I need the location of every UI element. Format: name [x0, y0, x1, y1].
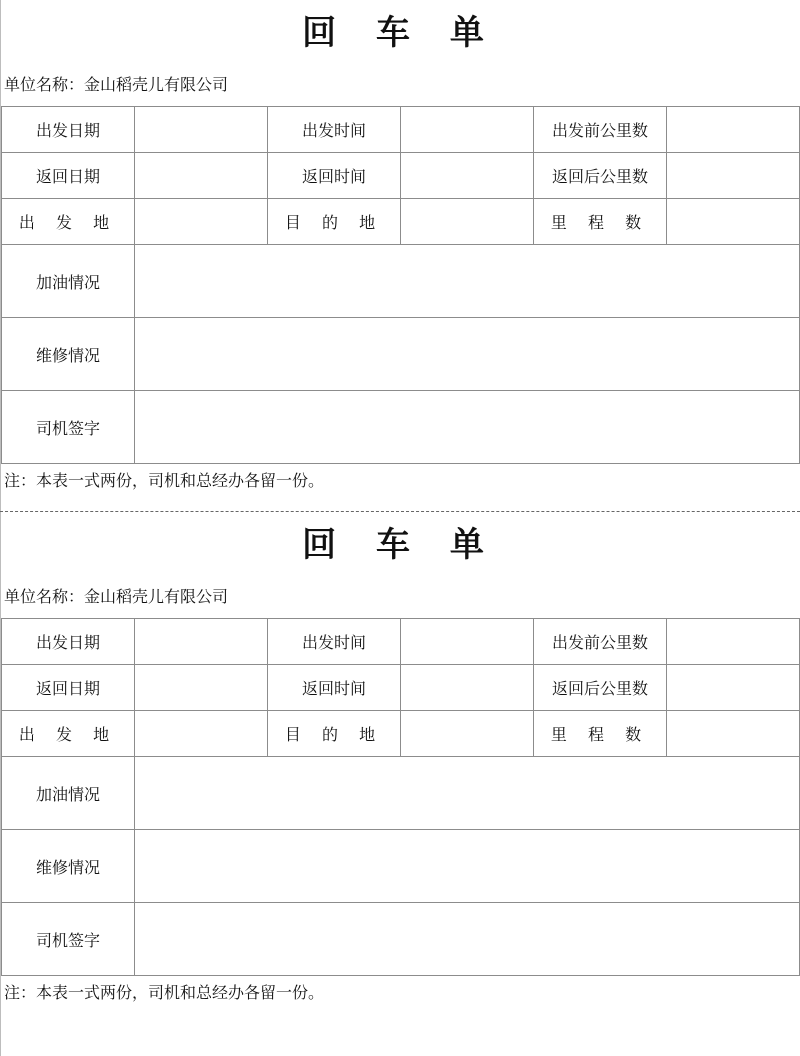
repair-label: 维修情况	[2, 318, 135, 391]
refuel-label: 加油情况	[2, 757, 135, 830]
return-date-field[interactable]	[135, 665, 268, 711]
table-row	[2, 903, 800, 976]
return-time-label: 返回时间	[268, 153, 401, 199]
table-row	[2, 757, 800, 830]
repair-field[interactable]	[135, 830, 800, 903]
origin-label: 出 发 地	[2, 199, 135, 245]
depart-time-field[interactable]	[401, 107, 534, 153]
driver-sign-label: 司机签字	[2, 391, 135, 464]
destination-label: 目 的 地	[268, 711, 401, 757]
form-table	[1, 618, 800, 976]
unit-name-label: 单位名称：金山稻壳儿有限公司	[4, 75, 229, 94]
return-time-field[interactable]	[401, 153, 534, 199]
table-row	[2, 199, 800, 245]
driver-sign-field[interactable]	[135, 903, 800, 976]
mileage-field[interactable]	[667, 711, 800, 757]
refuel-field[interactable]	[135, 757, 800, 830]
return-date-label: 返回日期	[2, 665, 135, 711]
depart-date-label: 出发日期	[2, 107, 135, 153]
depart-time-label: 出发时间	[268, 619, 401, 665]
destination-label: 目 的 地	[268, 199, 401, 245]
table-row	[2, 665, 800, 711]
repair-field[interactable]	[135, 318, 800, 391]
return-date-label: 返回日期	[2, 153, 135, 199]
refuel-field[interactable]	[135, 245, 800, 318]
origin-field[interactable]	[135, 711, 268, 757]
km-before-field[interactable]	[667, 107, 800, 153]
table-row	[2, 830, 800, 903]
table-row	[2, 153, 800, 199]
mileage-label: 里 程 数	[534, 711, 667, 757]
driver-sign-field[interactable]	[135, 391, 800, 464]
unit-name-label: 单位名称：金山稻壳儿有限公司	[4, 587, 229, 606]
km-before-label: 出发前公里数	[534, 619, 667, 665]
driver-sign-label: 司机签字	[2, 903, 135, 976]
depart-time-label: 出发时间	[268, 107, 401, 153]
depart-date-label: 出发日期	[2, 619, 135, 665]
table-row	[2, 107, 800, 153]
repair-label: 维修情况	[2, 830, 135, 903]
mileage-field[interactable]	[667, 199, 800, 245]
depart-date-field[interactable]	[135, 619, 268, 665]
km-after-label: 返回后公里数	[534, 153, 667, 199]
form-title: 回 车 单	[302, 13, 498, 53]
depart-time-field[interactable]	[401, 619, 534, 665]
km-after-field[interactable]	[667, 665, 800, 711]
return-time-label: 返回时间	[268, 665, 401, 711]
destination-field[interactable]	[401, 199, 534, 245]
table-row	[2, 711, 800, 757]
destination-field[interactable]	[401, 711, 534, 757]
origin-field[interactable]	[135, 199, 268, 245]
km-before-field[interactable]	[667, 619, 800, 665]
return-date-field[interactable]	[135, 153, 268, 199]
form-note: 注：本表一式两份，司机和总经办各留一份。	[4, 471, 325, 490]
return-time-field[interactable]	[401, 665, 534, 711]
km-after-label: 返回后公里数	[534, 665, 667, 711]
form-note: 注：本表一式两份，司机和总经办各留一份。	[4, 983, 325, 1002]
table-row	[2, 619, 800, 665]
km-after-field[interactable]	[667, 153, 800, 199]
cut-line-divider	[0, 511, 800, 512]
table-row	[2, 318, 800, 391]
origin-label: 出 发 地	[2, 711, 135, 757]
form-title: 回 车 单	[302, 525, 498, 565]
form-table	[1, 106, 800, 464]
mileage-label: 里 程 数	[534, 199, 667, 245]
table-row	[2, 391, 800, 464]
depart-date-field[interactable]	[135, 107, 268, 153]
km-before-label: 出发前公里数	[534, 107, 667, 153]
refuel-label: 加油情况	[2, 245, 135, 318]
table-row	[2, 245, 800, 318]
